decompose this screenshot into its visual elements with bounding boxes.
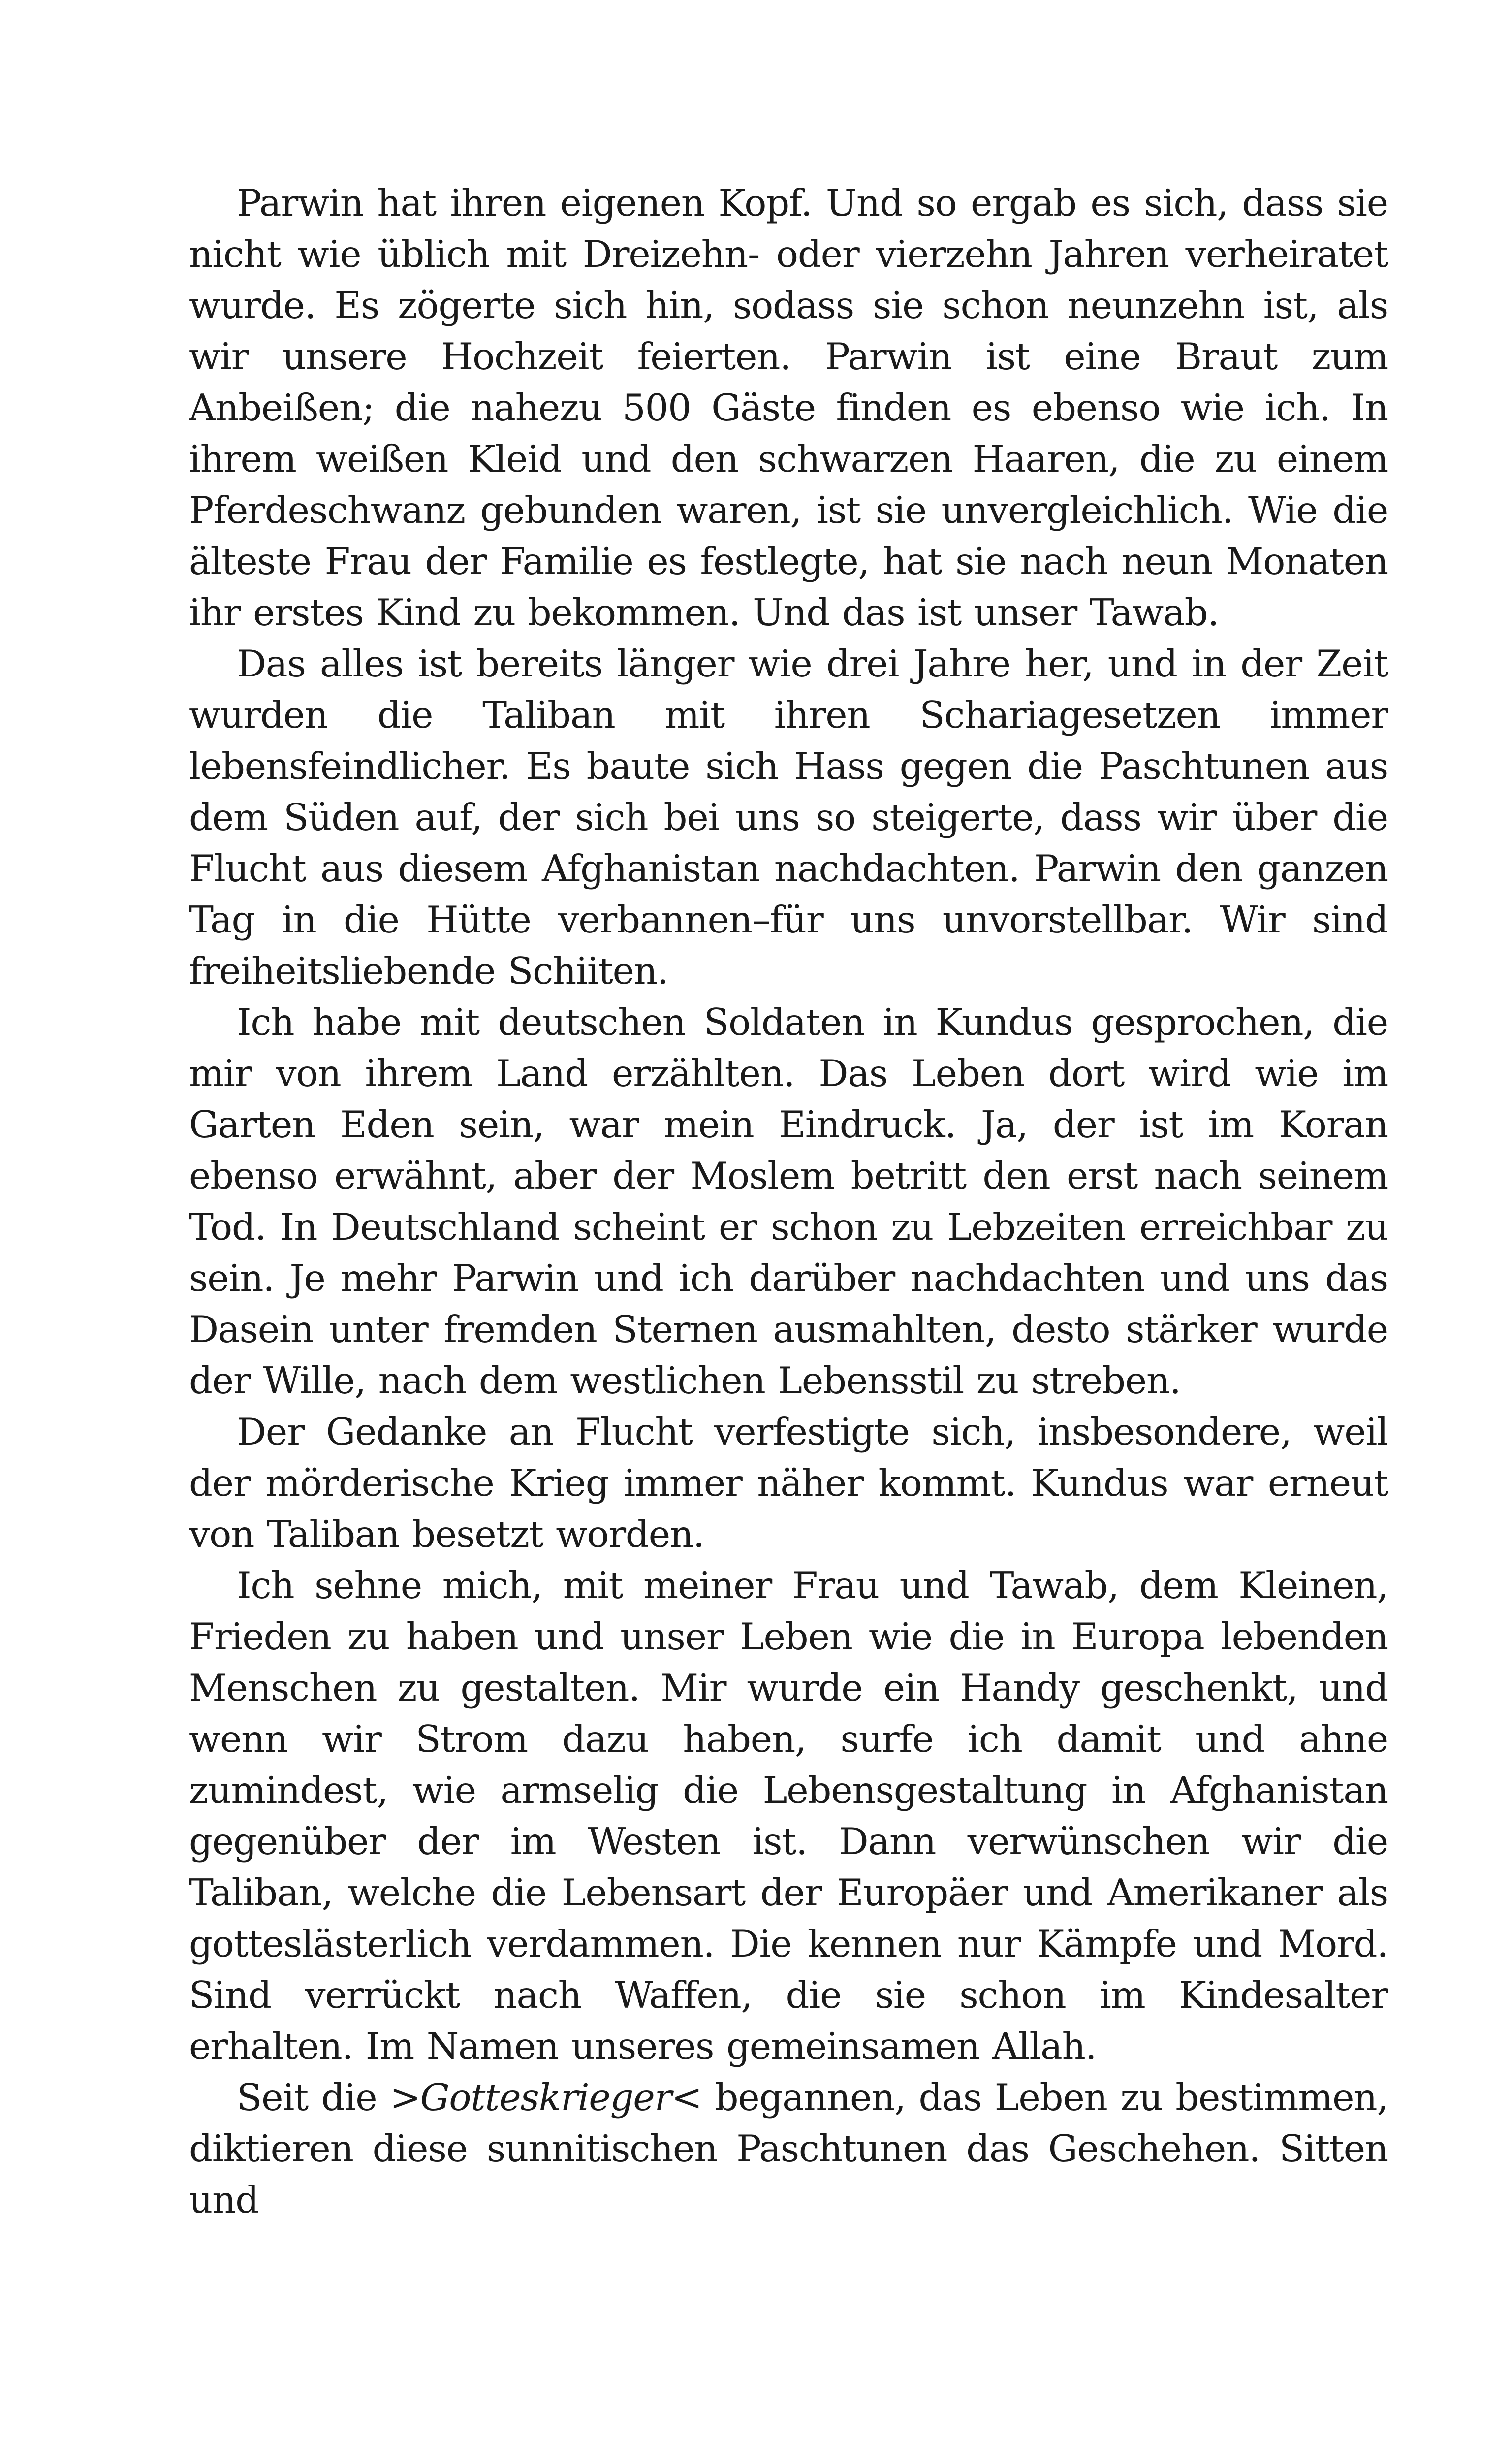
paragraph-6-emphasis: Gotteskrieger (420, 2076, 672, 2119)
paragraph-2: Das alles ist bereits länger wie drei Jahre her, und in der Zeit wurden die Taliban mit ihren Schariagesetzen immer lebensfeindlicher. Es baute sich Hass gegen die Paschtunen aus dem Süden auf, der sich bei uns so steigerte, dass wir über die Flucht aus diesem Afghanistan nachdachten. Parwin den ganzen Tag in die Hütte verbannen–für uns unvorstellbar. Wir sind freiheitsliebende Schiiten. (189, 642, 1388, 993)
paragraph-6 (189, 2072, 1388, 2225)
paragraph-3: Ich habe mit deutschen Soldaten in Kundus gesprochen, die mir von ihrem Land erzählten. Das Leben dort wird wie im Garten Eden sein, war mein Eindruck. Ja, der ist im Koran ebenso erwähnt, aber der Moslem betritt den erst nach seinem Tod. In Deutschland scheint er schon zu Lebzeiten erreichbar zu sein. Je mehr Parwin und ich darüber nachdachten und uns das Dasein unter fremden Sternen ausmahlten, desto stärker wurde der Wille, nach dem westlichen Lebensstil zu streben. (189, 1000, 1388, 1402)
document-page (189, 177, 1388, 2353)
paragraph-1: Parwin hat ihren eigenen Kopf. Und so ergab es sich, dass sie nicht wie üblich mit Dreizehn- oder vierzehn Jahren verheiratet wurde. Es zögerte sich hin, sodass sie schon neunzehn ist, als wir unsere Hochzeit feierten. Parwin ist eine Braut zum Anbeißen; die nahezu 500 Gäste finden es ebenso wie ich. In ihrem weißen Kleid und den schwarzen Haaren, die zu einem Pferdeschwanz gebunden waren, ist sie unvergleichlich. Wie die älteste Frau der Familie es festlegte, hat sie nach neun Monaten ihr erstes Kind zu bekommen. Und das ist unser Tawab. (189, 181, 1388, 634)
paragraph-5: Ich sehne mich, mit meiner Frau und Tawab, dem Kleinen, Frieden zu haben und unser Leben wie die in Europa lebenden Menschen zu gestalten. Mir wurde ein Handy geschenkt, und wenn wir Strom dazu haben, surfe ich damit und ahne zumindest, wie armselig die Lebensgestaltung in Afghanistan gegenüber der im Westen ist. Dann verwünschen wir die Taliban, welche die Lebensart der Europäer und Amerikaner als gotteslästerlich verdammen. Die kennen nur Kämpfe und Mord. Sind verrückt nach Waffen, die sie schon im Kindesalter erhalten. Im Namen unseres gemeinsamen Allah. (189, 1564, 1388, 2068)
paragraph-6-prefix: Seit die > (237, 2076, 420, 2119)
paragraph-4: Der Gedanke an Flucht verfestigte sich, insbesondere, weil der mörderische Krieg immer näher kommt. Kundus war erneut von Taliban besetzt worden. (189, 1410, 1388, 1556)
paragraph-6-suffix: < begannen, das Leben zu bestimmen, diktieren diese sunnitischen Paschtunen das Geschehen. Sitten und (189, 2076, 1388, 2221)
